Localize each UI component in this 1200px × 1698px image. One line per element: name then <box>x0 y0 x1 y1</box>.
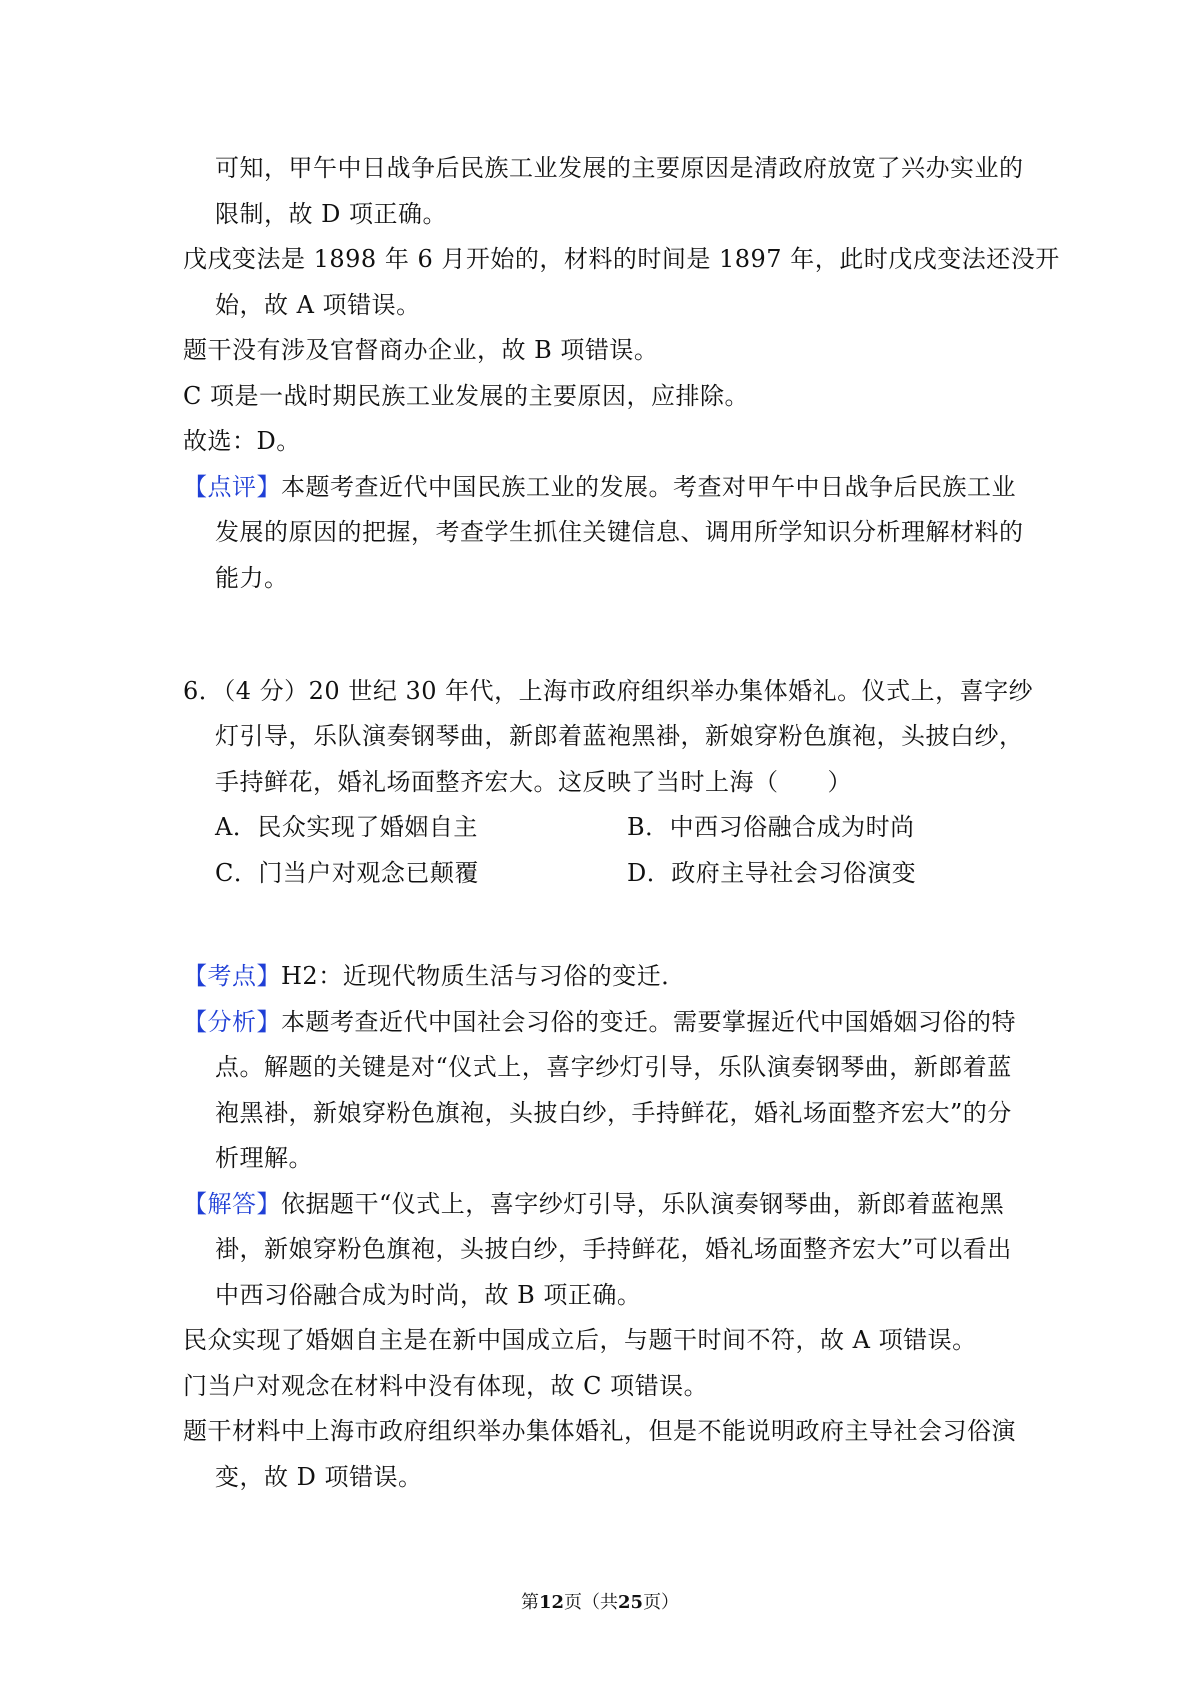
solution-line: 门当户对观念在材料中没有体现，故 C 项错误。 <box>183 1372 709 1400</box>
review-text: 本题考查近代中国民族工业的发展。考查对甲午中日战争后民族工业 <box>281 473 1016 501</box>
solution-line: 褂，新娘穿粉色旗袍，头披白纱，手持鲜花，婚礼场面整齐宏大”可以看出 <box>215 1235 1012 1263</box>
analysis-tag: 【分析】 <box>183 1008 281 1036</box>
total-pages-number: 25 <box>618 1592 644 1613</box>
solution-line: 变，故 D 项错误。 <box>215 1463 423 1491</box>
question-6-stem-line: 灯引导，乐队演奏钢琴曲，新郎着蓝袍黑褂，新娘穿粉色旗袍，头披白纱， <box>215 722 1024 750</box>
solution-line: 题干材料中上海市政府组织举办集体婚礼，但是不能说明政府主导社会习俗演 <box>183 1417 1016 1445</box>
explanation-line: C 项是一战时期民族工业发展的主要原因，应排除。 <box>183 382 749 410</box>
footer-suffix: 页） <box>643 1592 680 1613</box>
explanation-line: 始，故 A 项错误。 <box>215 291 421 319</box>
footer-prefix: 第 <box>520 1592 539 1613</box>
analysis-line: 袍黑褂，新娘穿粉色旗袍，头披白纱，手持鲜花，婚礼场面整齐宏大”的分 <box>215 1099 1012 1127</box>
option-a: A．民众实现了婚姻自主 <box>215 813 478 841</box>
analysis-paragraph <box>183 1006 1016 1038</box>
footer-middle: 页（共 <box>564 1592 618 1613</box>
option-d: D．政府主导社会习俗演变 <box>627 859 917 887</box>
option-b: B．中西习俗融合成为时尚 <box>627 813 915 841</box>
analysis-line: 析理解。 <box>215 1144 313 1172</box>
page-footer <box>0 1591 1200 1615</box>
explanation-line: 戊戌变法是 1898 年 6 月开始的，材料的时间是 1897 年，此时戊戌变法还没开 <box>183 245 1060 273</box>
explanation-line: 题干没有涉及官督商办企业，故 B 项错误。 <box>183 336 659 364</box>
question-6-stem-line: 手持鲜花，婚礼场面整齐宏大。这反映了当时上海（ ） <box>215 768 852 796</box>
current-page-number: 12 <box>538 1592 564 1613</box>
solution-tag: 【解答】 <box>183 1190 281 1218</box>
analysis-text: 本题考查近代中国社会习俗的变迁。需要掌握近代中国婚姻习俗的特 <box>281 1008 1016 1036</box>
solution-text: 依据题干“仪式上，喜字纱灯引导，乐队演奏钢琴曲，新郎着蓝袍黑 <box>281 1190 1005 1218</box>
solution-line: 中西习俗融合成为时尚，故 B 项正确。 <box>215 1281 642 1309</box>
review-tag: 【点评】 <box>183 473 281 501</box>
solution-paragraph <box>183 1188 1004 1220</box>
kaodian-paragraph <box>183 960 686 992</box>
kaodian-text: H2：近现代物质生活与习俗的变迁． <box>281 962 686 990</box>
solution-line: 民众实现了婚姻自主是在新中国成立后，与题干时间不符，故 A 项错误。 <box>183 1326 977 1354</box>
option-c: C．门当户对观念已颠覆 <box>215 859 479 887</box>
question-6-stem: 6．（4 分）20 世纪 30 年代，上海市政府组织举办集体婚礼。仪式上，喜字纱 <box>183 677 1034 705</box>
explanation-line: 可知，甲午中日战争后民族工业发展的主要原因是清政府放宽了兴办实业的 <box>215 154 1024 182</box>
explanation-line: 限制，故 D 项正确。 <box>215 200 447 228</box>
analysis-line: 点。解题的关键是对“仪式上，喜字纱灯引导，乐队演奏钢琴曲，新郎着蓝 <box>215 1053 1012 1081</box>
answer-choice-line: 故选：D。 <box>183 427 301 455</box>
kaodian-tag: 【考点】 <box>183 962 281 990</box>
review-line: 能力。 <box>215 564 289 592</box>
review-line: 发展的原因的把握，考查学生抓住关键信息、调用所学知识分析理解材料的 <box>215 518 1024 546</box>
review-paragraph <box>183 471 1016 503</box>
